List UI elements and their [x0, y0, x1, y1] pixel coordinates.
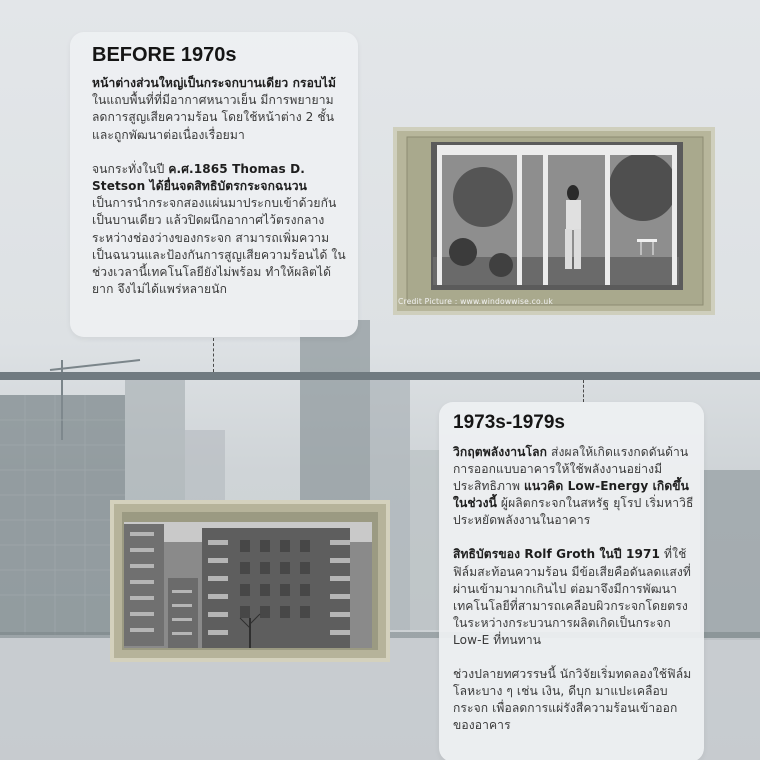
section-title: 1973s-1979s — [453, 412, 565, 433]
highlight-text: ค.ศ.1865 Thomas D. Stetson ได้ยื่นจดสิทธิบัตรกระจกฉนวน — [92, 161, 307, 194]
section-paragraph — [92, 161, 346, 299]
photo-credit: Credit Picture : www.windowwise.co.uk — [398, 297, 553, 306]
highlight-text: สิทธิบัตรของ Rolf Groth ในปี 1971 — [453, 547, 661, 562]
section-paragraph — [92, 75, 346, 144]
timeline-connector-top — [213, 338, 214, 372]
highlight-text: วิกฤตพลังงานโลก — [453, 445, 548, 459]
body-text: จนกระทั่งในปี — [92, 161, 169, 176]
body-text: ส่งผลให้เกิดแรงกดดันด้านการออกแบบอาคารให้ใช้พลังงานอย่างมีประสิทธิภาพ — [453, 445, 689, 494]
section-paragraph — [453, 666, 694, 734]
section-title: BEFORE 1970s — [92, 44, 237, 66]
highlight-text: หน้าต่างส่วนใหญ่เป็นกระจกบานเดียว กรอบไม้ — [92, 76, 337, 90]
body-text: ช่วงปลายทศวรรษนี้ นักวิจัยเริ่มทดลองใช้ฟิล์มโลหะบาง ๆ เช่น เงิน, ดีบุก มาแปะเคลือบกระจก เพื่อลดการแผ่รังสีความร้อนเข้าออกของอาคาร — [453, 667, 692, 733]
before-1970s-card — [70, 32, 358, 337]
body-text: เป็นการนำกระจกสองแผ่นมาประกบเข้าด้วยกันเป็นบานเดียว แล้วปิดผนึกอากาศไว้ตรงกลางระหว่างช่องว่างของกระจก สามารถเพิ่มความเป็นฉนวนและป้องกันการสูญเสียความร้อนได้ ในช่วงเวลานี้เทคโนโลยียังไม่พร้อม ทำให้ผลิตได้ยาก จึงไม่ได้แพร่หลายนัก — [92, 196, 346, 297]
body-text: ที่ใช้ฟิล์มสะท้อนความร้อน มีข้อเสียคือดันลดแสงที่ผ่านเข้ามามากเกินไป ต่อมาจึงมีการพัฒนาเทคโนโลยีที่สามารถเคลือบผิวกระจกโดยตรง ในระหว่างกระบวนการผลิตเกิดเป็นกระจก Low-E ที่ทนทาน — [453, 547, 691, 647]
vintage-window-photo — [393, 127, 715, 315]
timeline-connector-bottom — [583, 380, 584, 402]
section-paragraph — [453, 444, 694, 529]
section-paragraph — [453, 546, 694, 649]
highlight-text: แนวคิด Low-Energy เกิดขึ้นในช่วงนี้ — [453, 479, 690, 511]
apartment-building-photo — [110, 500, 390, 662]
1973-1979-card — [439, 402, 704, 760]
body-text: ในแถบพื้นที่ที่มีอากาศหนาวเย็น มีการพยายามลดการสูญเสียความร้อน โดยใช้หน้าต่าง 2 ชั้นและถูกพัฒนาต่อเนื่องเรื่อยมา — [92, 93, 335, 142]
body-text: ผู้ผลิตกระจกในสหรัฐ ยุโรป เริ่มหาวิธีประหยัดพลังงานในอาคาร — [453, 496, 694, 528]
timeline-bar — [0, 372, 760, 380]
